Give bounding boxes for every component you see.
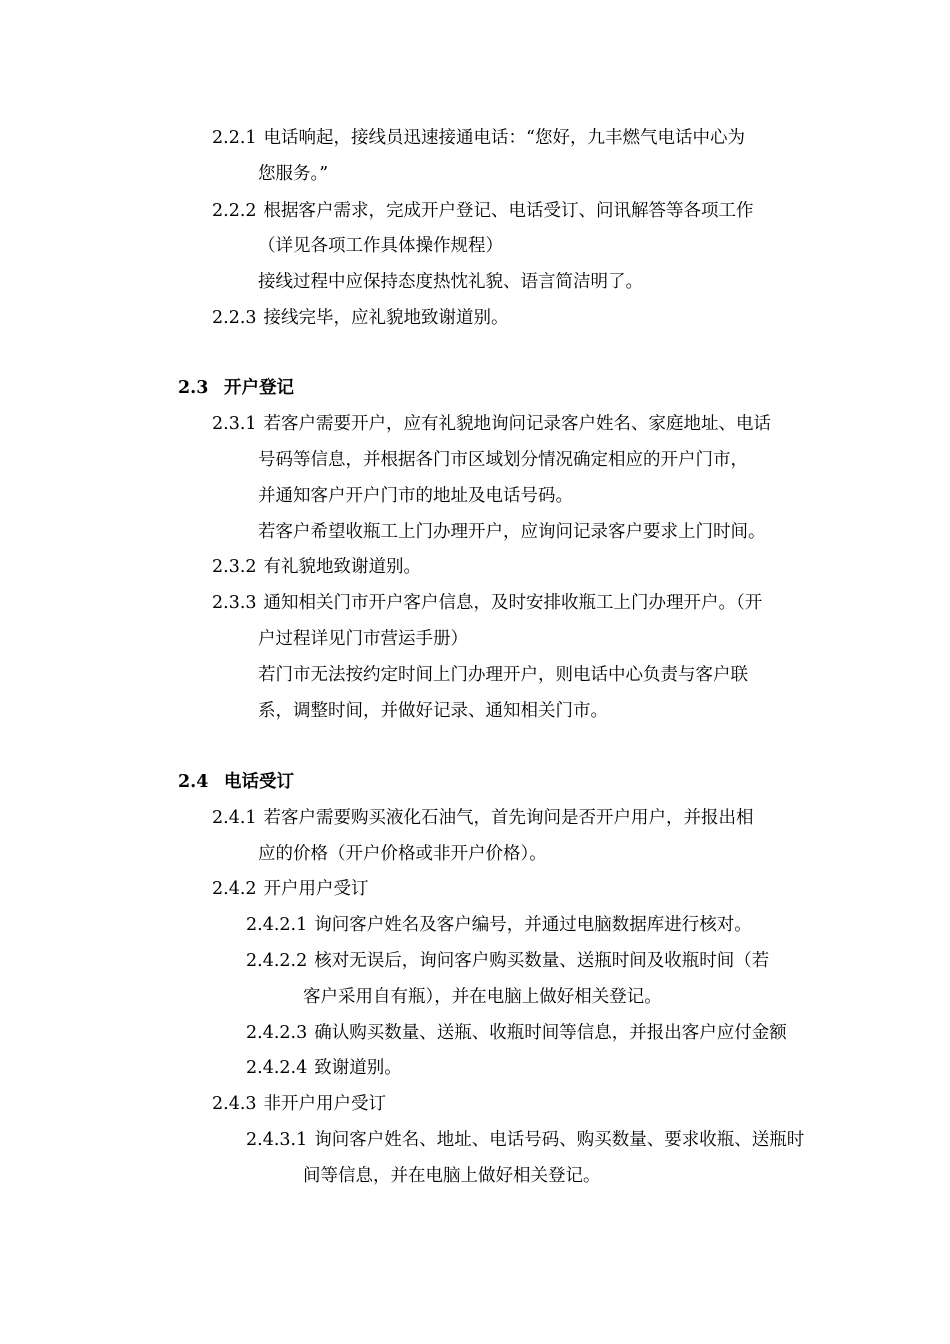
paragraph-line: 您服务。” — [258, 164, 329, 184]
section-number: 2.4.2 — [212, 879, 257, 899]
paragraph-line: 若客户希望收瓶工上门办理开户，应询问记录客户要求上门时间。 — [258, 522, 766, 542]
paragraph-line: 接线完毕，应礼貌地致谢道别。 — [263, 308, 509, 328]
section-number: 2.4.3 — [212, 1094, 257, 1114]
section-2-4-2-1 — [246, 913, 752, 937]
paragraph-line: 若客户需要开户，应有礼貌地询问记录客户姓名、家庭地址、电话 — [263, 414, 772, 434]
section-number: 2.3.1 — [212, 414, 257, 434]
section-2-2-3 — [212, 306, 509, 330]
heading-number: 2.3 — [178, 378, 209, 398]
paragraph-line: 询问客户姓名及客户编号，并通过电脑数据库进行核对。 — [314, 915, 752, 935]
section-2-4-2 — [212, 877, 369, 901]
heading-2-3 — [178, 376, 294, 400]
section-2-4-1 — [212, 806, 754, 830]
section-2-4-3-1 — [246, 1128, 804, 1152]
paragraph-line: 户过程详见门市营运手册） — [258, 629, 468, 649]
section-number: 2.2.3 — [212, 308, 257, 328]
paragraph-line: 有礼貌地致谢道别。 — [263, 557, 422, 577]
section-2-3-3 — [212, 591, 762, 615]
heading-title: 开户登记 — [224, 378, 294, 398]
paragraph-line: 应的价格（开户价格或非开户价格）。 — [258, 844, 547, 864]
section-2-4-3 — [212, 1092, 386, 1116]
paragraph-line: 系，调整时间，并做好记录、通知相关门市。 — [258, 701, 608, 721]
paragraph-line: 非开户用户受订 — [263, 1094, 387, 1114]
paragraph-line: 致谢道别。 — [314, 1058, 402, 1078]
section-number: 2.4.2.2 — [246, 951, 308, 971]
section-2-2-2 — [212, 199, 754, 223]
paragraph-line: 间等信息，并在电脑上做好相关登记。 — [303, 1166, 601, 1186]
section-2-3-1 — [212, 412, 771, 436]
section-number: 2.4.1 — [212, 808, 257, 828]
paragraph-line: 通知相关门市开户客户信息，及时安排收瓶工上门办理开户。（开 — [263, 593, 763, 613]
section-2-2-1 — [212, 126, 745, 150]
paragraph-line: 开户用户受订 — [263, 879, 369, 899]
heading-number: 2.4 — [178, 772, 209, 792]
paragraph-line: 核对无误后，询问客户购买数量、送瓶时间及收瓶时间（若 — [314, 951, 770, 971]
paragraph-line: 若客户需要购买液化石油气，首先询问是否开户用户，并报出相 — [263, 808, 754, 828]
section-number: 2.3.3 — [212, 593, 257, 613]
section-2-4-2-2 — [246, 949, 769, 973]
paragraph-line: 并通知客户开户门市的地址及电话号码。 — [258, 486, 573, 506]
section-number: 2.4.2.3 — [246, 1023, 308, 1043]
paragraph-line: （详见各项工作具体操作规程） — [258, 236, 503, 256]
paragraph-line: 号码等信息，并根据各门市区域划分情况确定相应的开户门市， — [258, 450, 748, 470]
heading-2-4 — [178, 770, 294, 794]
section-2-3-2 — [212, 555, 421, 579]
paragraph-line: 根据客户需求，完成开户登记、电话受订、问讯解答等各项工作 — [263, 201, 754, 221]
section-number: 2.4.3.1 — [246, 1130, 308, 1150]
paragraph-line: 确认购买数量、送瓶、收瓶时间等信息，并报出客户应付金额 — [314, 1023, 787, 1043]
heading-title: 电话受订 — [224, 772, 294, 792]
section-2-4-2-4 — [246, 1056, 402, 1080]
section-number: 2.4.2.4 — [246, 1058, 308, 1078]
paragraph-line: 接线过程中应保持态度热忱礼貌、语言简洁明了。 — [258, 272, 643, 292]
section-2-4-2-3 — [246, 1021, 787, 1045]
paragraph-line: 询问客户姓名、地址、电话号码、购买数量、要求收瓶、送瓶时 — [314, 1130, 805, 1150]
section-number: 2.2.2 — [212, 201, 257, 221]
paragraph-line: 电话响起，接线员迅速接通电话：“您好，九丰燃气电话中心为 — [263, 128, 745, 148]
paragraph-line: 若门市无法按约定时间上门办理开户，则电话中心负责与客户联 — [258, 665, 748, 685]
section-number: 2.3.2 — [212, 557, 257, 577]
section-number: 2.2.1 — [212, 128, 257, 148]
section-number: 2.4.2.1 — [246, 915, 308, 935]
paragraph-line: 客户采用自有瓶），并在电脑上做好相关登记。 — [303, 987, 662, 1007]
